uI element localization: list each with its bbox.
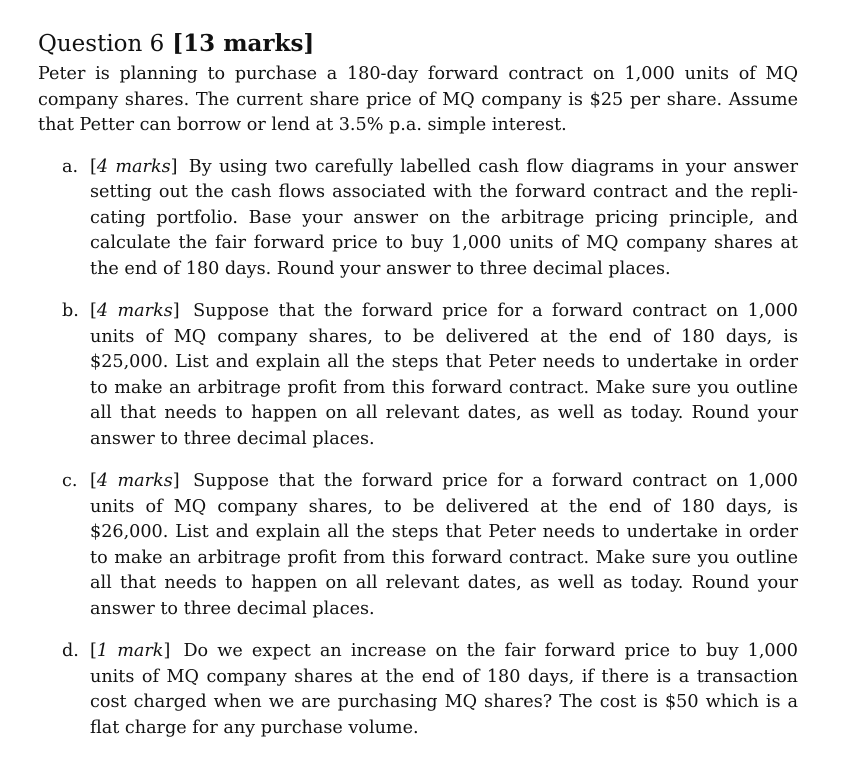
question-heading [38, 30, 798, 58]
part-text: Suppose that the forward price for a forward contract on 1,000 units of MQ company shares, to be delivered at the end of 180 days, is $26,000. List and explain all the steps that Peter needs to undertake in order to make an arbitrage profit from this forward contract. Make sure you outline all that needs to happen on all relevant dates, as well as today. Round your answer to three decimal places. [90, 471, 798, 619]
part-marks-word: mark [117, 641, 164, 661]
question-marks: [13 marks] [172, 30, 315, 57]
part-label: c. [62, 471, 78, 491]
part-marks-number: 4 [96, 156, 109, 177]
part-marks: [1 mark] [90, 641, 171, 661]
part-marks: [4 marks] [90, 471, 180, 491]
question-title: Question 6 [38, 31, 165, 57]
part-a [38, 155, 798, 283]
part-text: Suppose that the forward price for a forward contract on 1,000 units of MQ company shares, to be delivered at the end of 180 days, is $25,000. List and explain all the steps that Peter needs to undertake in order to make an arbitrage profit from this forward contract. Make sure you outline all that needs to happen on all relevant dates, as well as today. Round your answer to three decimal places. [90, 301, 798, 449]
part-marks-word: marks [117, 301, 173, 321]
part-marks-word: marks [115, 156, 171, 177]
part-label: a. [62, 156, 79, 177]
part-d [38, 639, 798, 741]
part-marks: [4 marks] [90, 301, 180, 321]
part-marks-number: 4 [96, 301, 109, 321]
part-text: Do we expect an increase on the fair forward price to buy 1,000 units of MQ company shares at the end of 180 days, if there is a transaction cost charged when we are purchasing MQ shares? The cost is $50 which is a flat charge for any purchase volume. [90, 641, 798, 738]
question-parts-list [38, 155, 798, 742]
part-marks: [4 marks] [90, 156, 178, 177]
part-marks-number: 4 [96, 471, 109, 491]
part-text: By using two carefully labelled cash flow diagrams in your answer setting out the cash flows associated with the forward contract and the repli-cating portfolio. Base your answer on the arbitrage pricing principle, and calculate the fair forward price to buy 1,000 units of MQ company shares at the end of 180 days. Round your answer to three decimal places. [90, 156, 798, 279]
part-marks-word: marks [117, 471, 173, 491]
part-c [38, 469, 798, 622]
part-label: b. [62, 301, 79, 321]
question-page [38, 30, 798, 758]
question-intro: Peter is planning to purchase a 180-day forward contract on 1,000 units of MQ company shares. The current share price of MQ company is $25 per share. Assume that Petter can borrow or lend at 3.5% p.a. simple interest. [38, 64, 798, 135]
part-label: d. [62, 641, 79, 661]
part-marks-number: 1 [96, 641, 109, 661]
part-b [38, 299, 798, 452]
